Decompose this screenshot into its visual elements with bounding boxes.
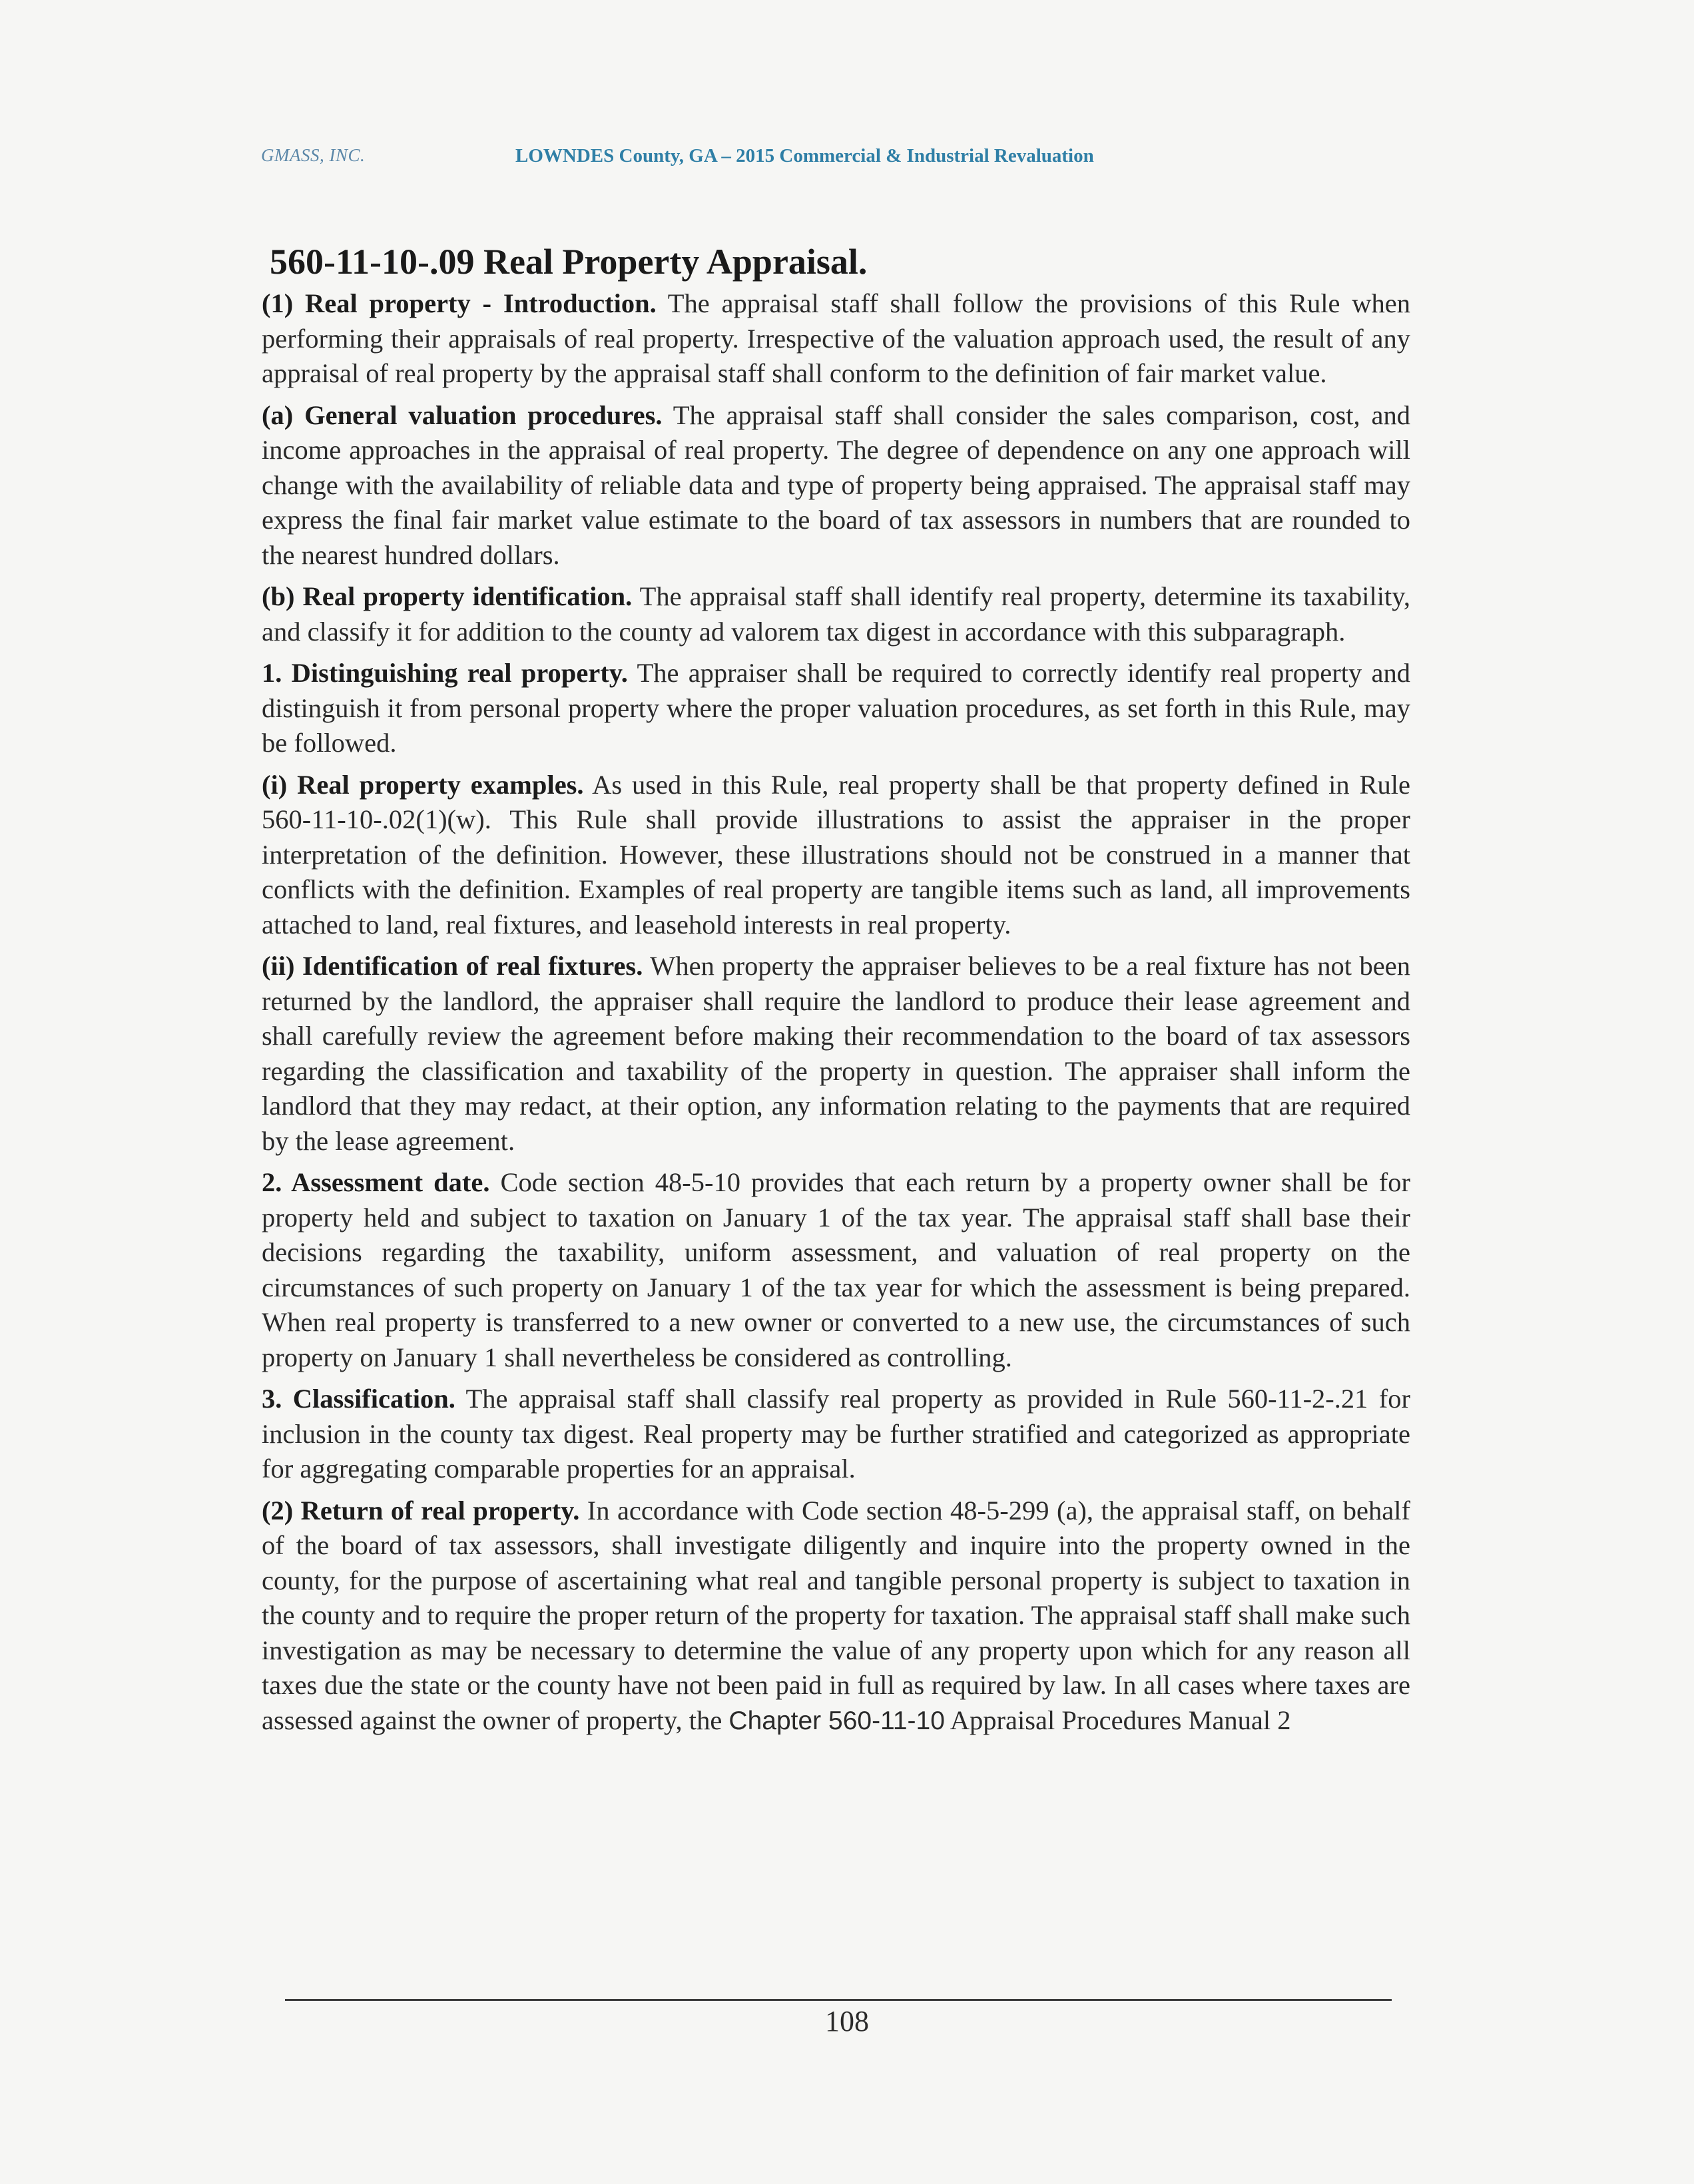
section-title: 560-11-10-.09 Real Property Appraisal.: [270, 242, 868, 282]
page-number: 108: [825, 2005, 869, 2038]
paragraph-return-of-real-property: [262, 1494, 1410, 1739]
paragraph-text: The appraisal staff shall follow the provisions of this Rule when performing their appraisals of real property. Irrespective of the valuation approach used, the result of any appraisal of real property by the appraisal staff shall conform to the definition of fair market value.: [262, 288, 1410, 388]
paragraph-tail: Appraisal Procedures Manual 2: [944, 1705, 1291, 1735]
paragraph-lead: (1) Real property - Introduction.: [262, 288, 657, 318]
header-company: GMASS, INC.: [261, 145, 366, 165]
paragraph-text: The appraisal staff shall classify real property as provided in Rule 560-11-2-.21 for inclusion in the county tax digest. Real property may be further stratified and categorized as appropriate for aggregating comparable properties for an appraisal.: [262, 1384, 1410, 1484]
paragraph-text: When property the appraiser believes to be a real fixture has not been returned by the landlord, the appraiser shall require the landlord to produce their lease agreement and shall carefully review the agreement before making their recommendation to the board of tax assessors regarding the classification and taxability of the property in question. The appraiser shall inform the landlord that they may redact, at their option, any information relating to the payments that are required by the lease agreement.: [262, 951, 1411, 1156]
paragraph-text: The appraiser shall be required to correctly identify real property and distinguish it from personal property where the proper valuation procedures, as set forth in this Rule, may be followed.: [262, 658, 1410, 758]
paragraph-distinguishing-real-property: [262, 656, 1410, 761]
paragraph-text: The appraisal staff shall identify real property, determine its taxability, and classify it for addition to the county ad valorem tax digest in accordance with this subparagraph.: [262, 581, 1411, 647]
paragraph-classification: [262, 1382, 1410, 1487]
paragraph-real-property-introduction: [262, 286, 1410, 392]
paragraph-real-property-identification: [262, 579, 1410, 649]
paragraph-lead: (2) Return of real property.: [262, 1495, 580, 1525]
document-body: [262, 241, 1410, 1745]
paragraph-identification-of-real-fixtures: [262, 949, 1410, 1159]
paragraph-text: In accordance with Code section 48-5-299 (a), the appraisal staff, on behalf of the board of tax assessors, shall investigate diligently and inquire into the property owned in the county, for the purpose of ascertaining what real and tangible personal property is subject to taxation in the county and to require the proper return of the property for taxation. The appraisal staff shall make such investigation as may be necessary to determine the value of any property upon which for any reason all taxes due the state or the county have not been paid in full as required by law. In all cases where taxes are assessed against the owner of property, the: [262, 1495, 1410, 1735]
paragraph-assessment-date: [262, 1165, 1410, 1375]
paragraph-lead: (b) Real property identification.: [262, 581, 633, 611]
paragraph-lead: (a) General valuation procedures.: [262, 400, 663, 430]
paragraph-text: The appraisal staff shall consider the sales comparison, cost, and income approaches in the appraisal of real property. The degree of dependence on any one approach will change with the availability of reliable data and type of property being appraised. The appraisal staff may express the final fair market value estimate to the board of tax assessors in numbers that are rounded to the nearest hundred dollars.: [262, 400, 1410, 570]
header-title: LOWNDES County, GA – 2015 Commercial & Industrial Revaluation: [515, 145, 1094, 166]
paragraph-text: As used in this Rule, real property shall be that property defined in Rule 560-11-10-.02(1)(w). This Rule shall provide illustrations to assist the appraiser in the proper interpretation of the definition. However, these illustrations should not be construed in a manner that conflicts with the definition. Examples of real property are tangible items such as land, all improvements attached to land, real fixtures, and leasehold interests in real property.: [262, 769, 1410, 940]
footer-divider: [285, 1999, 1392, 2001]
paragraph-lead: 2. Assessment date.: [262, 1167, 490, 1197]
paragraph-lead: (i) Real property examples.: [262, 769, 584, 800]
paragraph-real-property-examples: [262, 768, 1410, 943]
paragraph-general-valuation-procedures: [262, 398, 1410, 573]
paragraph-lead: 3. Classification.: [262, 1384, 455, 1414]
chapter-reference: Chapter 560-11-10: [728, 1706, 945, 1735]
paragraph-lead: (ii) Identification of real fixtures.: [262, 951, 643, 981]
page-header: [261, 145, 1433, 172]
paragraph-text: Code section 48-5-10 provides that each return by a property owner shall be for property held and subject to taxation on January 1 of the tax year. The appraisal staff shall base their decisions regarding the taxability, uniform assessment, and valuation of real property on the circumstances of such property on January 1 of the tax year for which the assessment is being prepared. When real property is transferred to a new owner or converted to a new use, the circumstances of such property on January 1 shall nevertheless be considered as controlling.: [262, 1167, 1410, 1372]
paragraph-lead: 1. Distinguishing real property.: [262, 658, 628, 688]
